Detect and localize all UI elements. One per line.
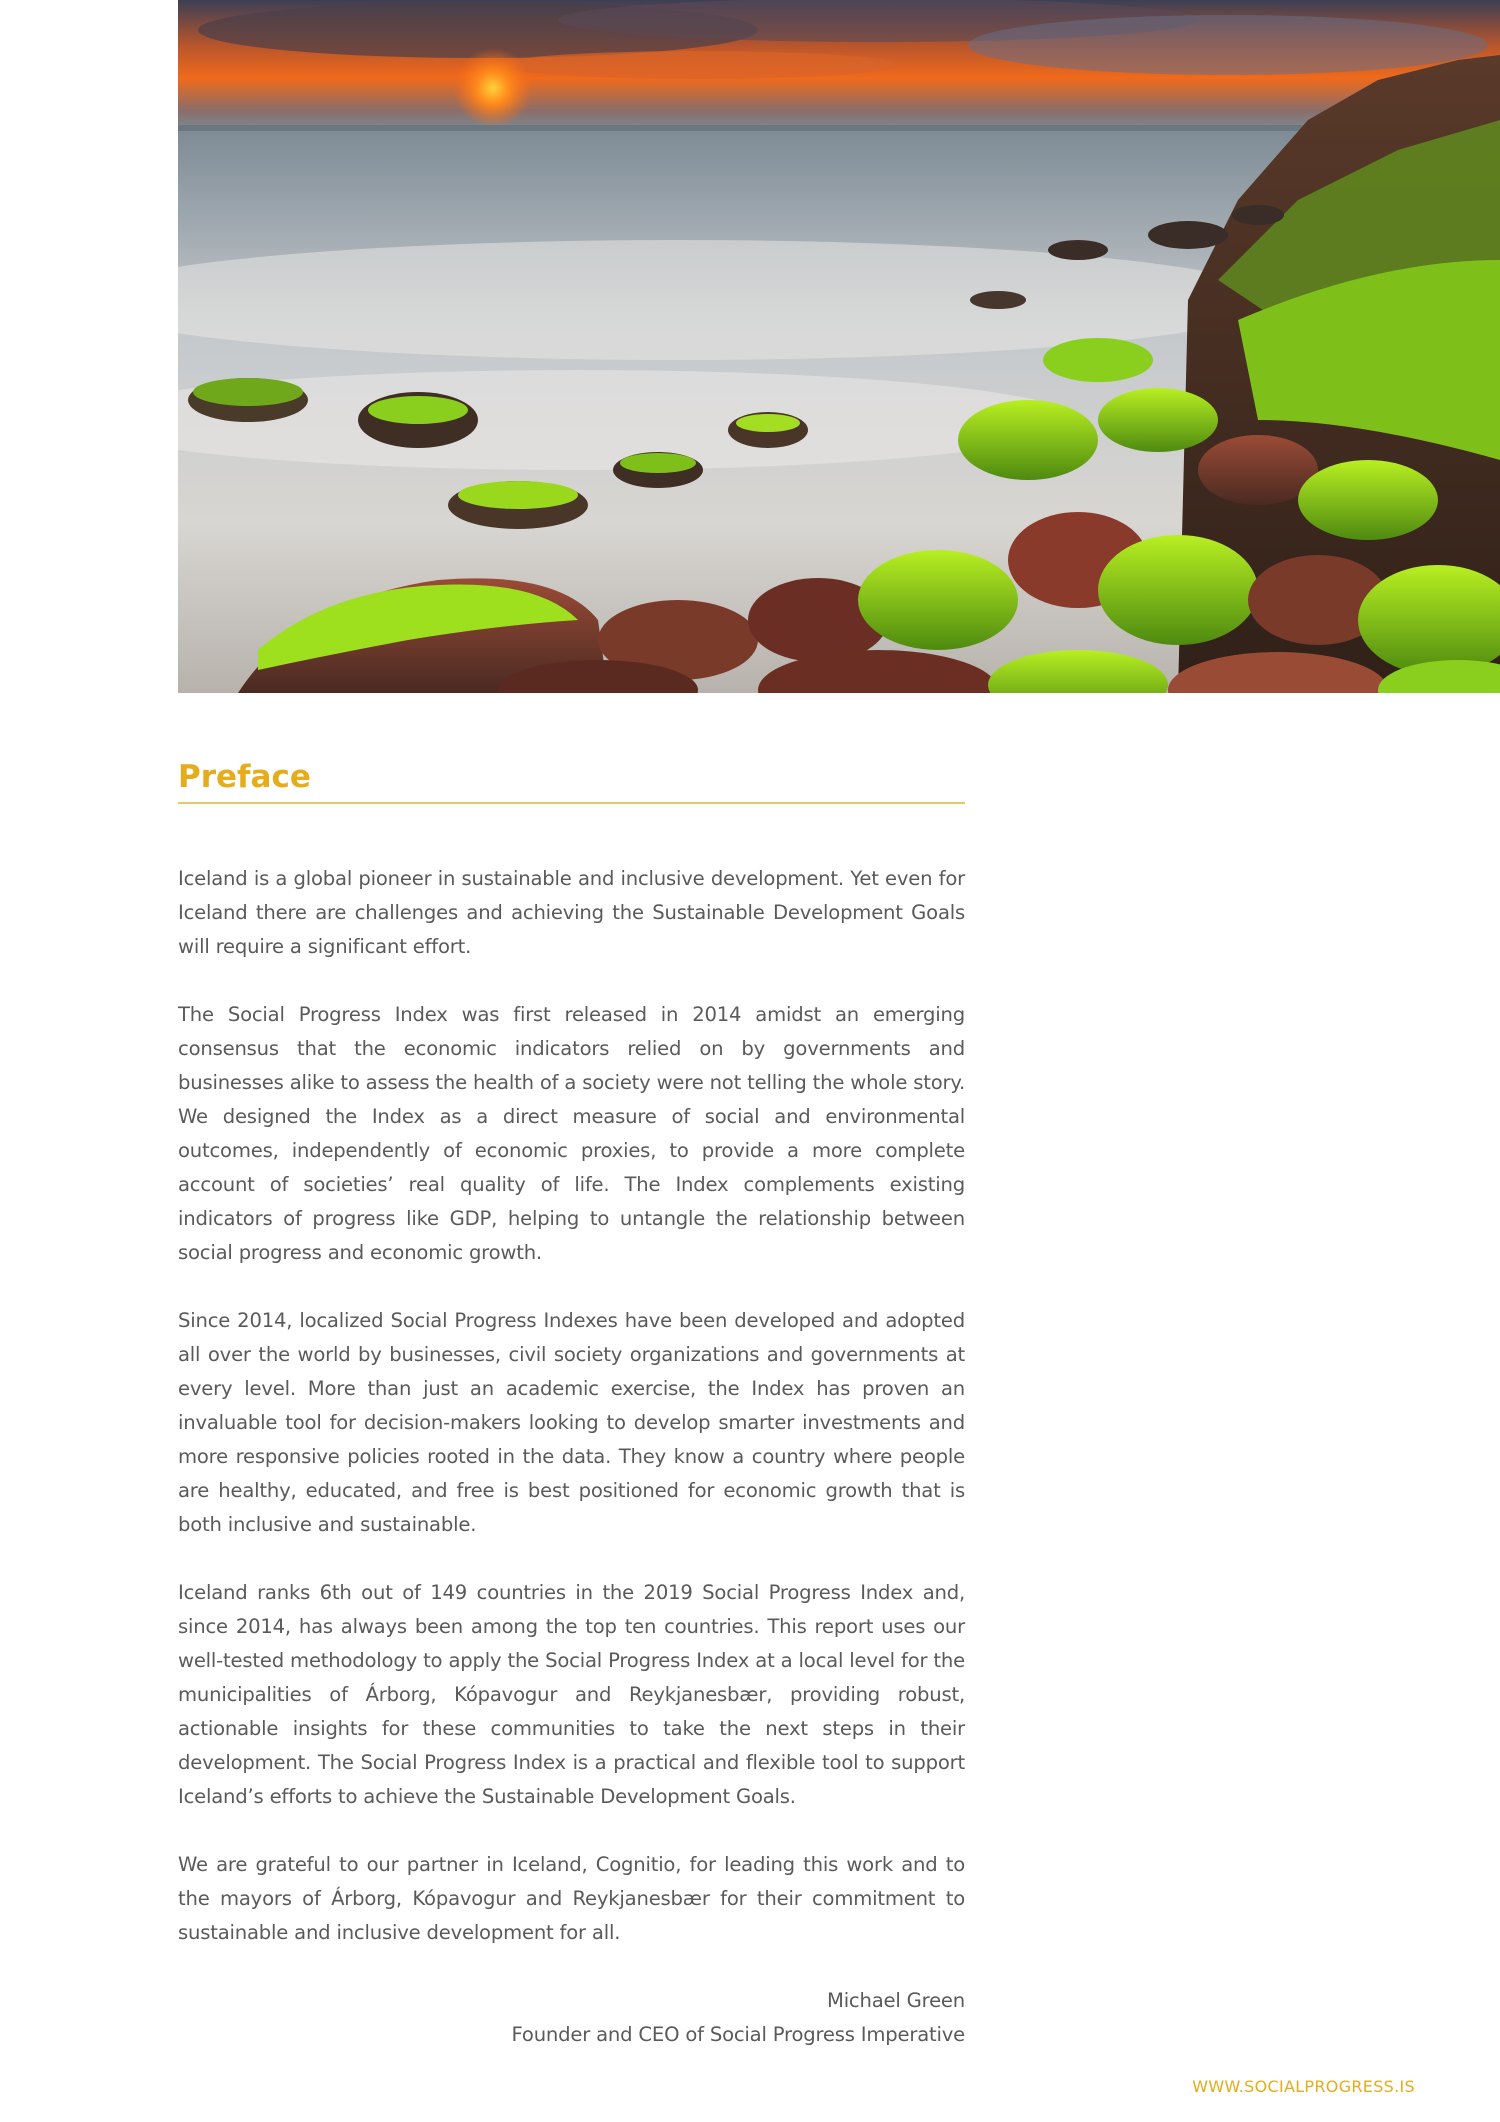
hero-seascape-image	[178, 0, 1500, 693]
preface-section	[178, 760, 965, 2052]
paragraph: The Social Progress Index was first released in 2014 amidst an emerging consensus that the economic indicators relied on by governments and businesses alike to assess the health of a society were not telling the whole story. We designed the Index as a direct measure of social and environmental outcomes, independently of economic proxies, to provide a more complete account of societies’ real quality of life. The Index complements existing indicators of progress like GDP, helping to untangle the relationship between social progress and economic growth.	[178, 1002, 965, 1264]
footer-website-url[interactable]: WWW.SOCIALPROGRESS.IS	[1192, 2077, 1415, 2096]
preface-body	[178, 862, 965, 1950]
paragraph: Iceland ranks 6th out of 149 countries in the 2019 Social Progress Index and, since 2014, has always been among the top ten countries. This report uses our well-tested methodology to apply the Social Progress Index at a local level for the municipalities of Árborg, Kópavogur and Reykjanesbær, providing robust, actionable insights for these communities to take the next steps in their development. The Social Progress Index is a practical and flexible tool to support Iceland’s efforts to achieve the Sustainable Development Goals.	[178, 1580, 965, 1808]
signature-name: Michael Green	[826, 1988, 965, 2012]
paragraph: Since 2014, localized Social Progress Indexes have been developed and adopted all over the world by businesses, civil society organizations and governments at every level. More than just an academic exercise, the Index has proven an invaluable tool for decision-makers looking to develop smarter investments and more responsive policies rooted in the data. They know a country where people are healthy, educated, and free is best positioned for economic growth that is both inclusive and sustainable.	[178, 1308, 965, 1536]
hero-photo	[178, 0, 1500, 693]
signature-block	[178, 1984, 965, 2052]
page-title: Preface	[178, 760, 965, 804]
paragraph: We are grateful to our partner in Iceland, Cognitio, for leading this work and to the mayors of Árborg, Kópavogur and Reykjanesbær for their commitment to sustainable and inclusive development for all.	[178, 1852, 965, 1944]
signature-title: Founder and CEO of Social Progress Imperative	[511, 2022, 965, 2046]
paragraph: Iceland is a global pioneer in sustainable and inclusive development. Yet even for Iceland there are challenges and achieving the Sustainable Development Goals will require a significant effort.	[178, 866, 965, 958]
